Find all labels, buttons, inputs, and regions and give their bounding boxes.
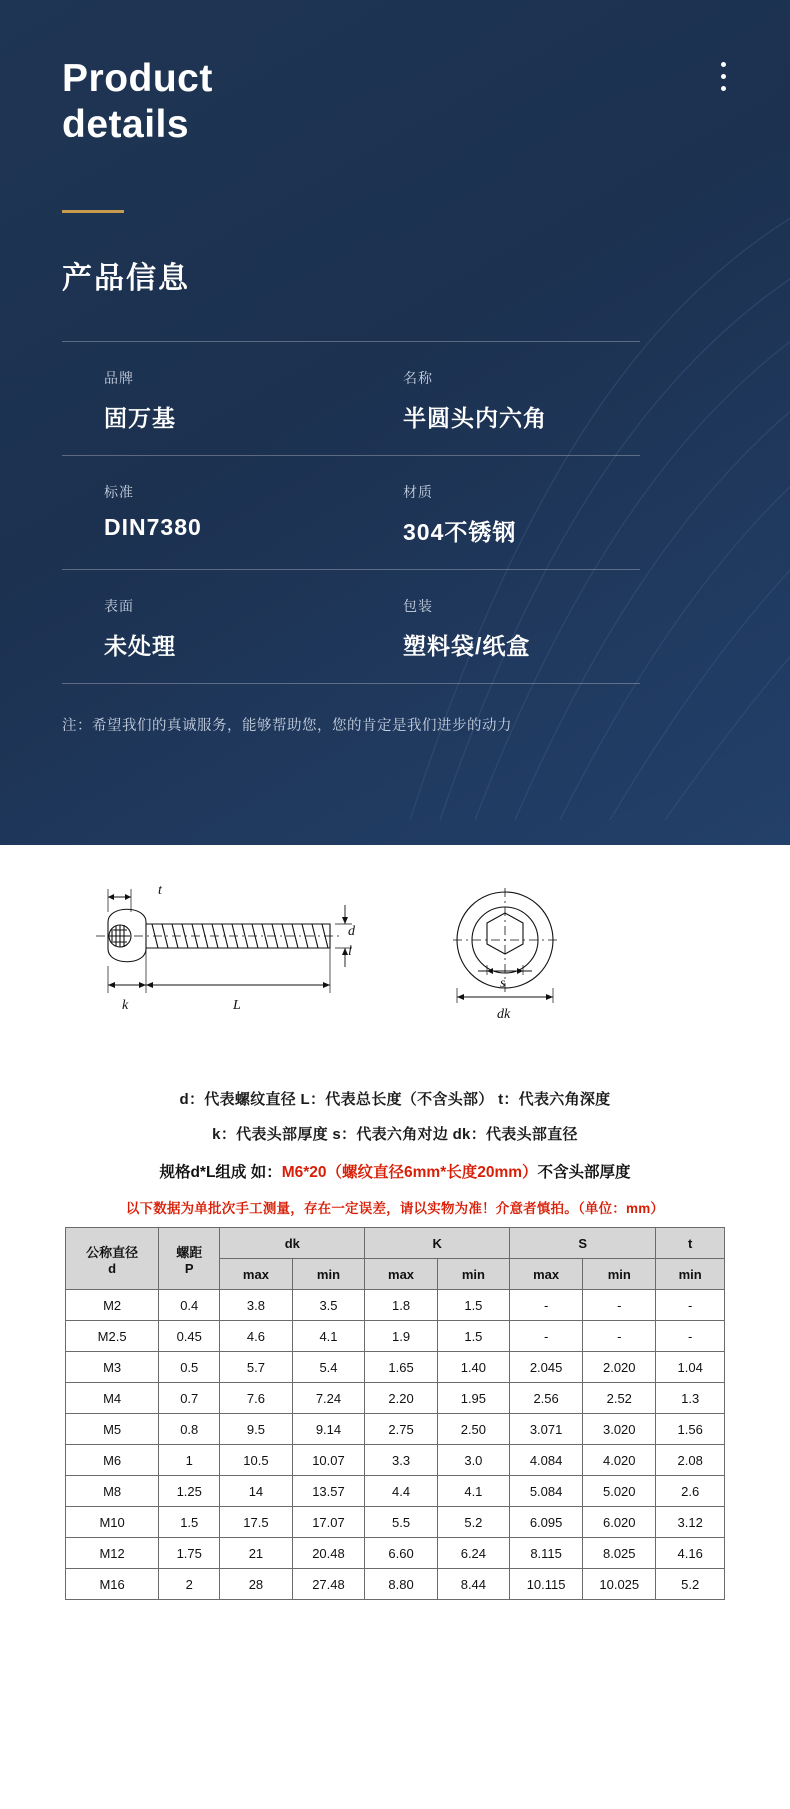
cell-s-max: 3.071	[510, 1414, 583, 1445]
cell-k-min: 1.5	[437, 1290, 509, 1321]
cell-s-min: 6.020	[583, 1507, 656, 1538]
th-k: K	[365, 1228, 510, 1259]
cell-dk-min: 27.48	[292, 1569, 365, 1600]
product-info-table	[62, 341, 640, 684]
cell-s-min: 4.020	[583, 1445, 656, 1476]
cell-nominal-diameter: M3	[66, 1352, 159, 1383]
cell-k-max: 8.80	[365, 1569, 437, 1600]
cell-s-min: 2.52	[583, 1383, 656, 1414]
cell-pitch: 2	[159, 1569, 220, 1600]
th-pitch-sub: P	[184, 1260, 194, 1276]
spec-row	[62, 455, 640, 569]
th-k-max: max	[365, 1259, 437, 1290]
section-title: 产品信息	[62, 262, 190, 295]
cell-s-max: 6.095	[510, 1507, 583, 1538]
cell-dk-max: 5.7	[220, 1352, 292, 1383]
th-s-min: min	[583, 1259, 656, 1290]
cell-k-max: 1.8	[365, 1290, 437, 1321]
cell-nominal-diameter: M2	[66, 1290, 159, 1321]
dot	[721, 86, 726, 91]
cell-k-min: 5.2	[437, 1507, 509, 1538]
screw-dimension-diagram	[0, 867, 790, 1067]
cell-dk-min: 13.57	[292, 1476, 365, 1507]
label-dk: dk	[497, 1007, 511, 1022]
cell-dk-max: 10.5	[220, 1445, 292, 1476]
cell-s-max: 10.115	[510, 1569, 583, 1600]
spec-label: 品牌	[104, 370, 134, 386]
cell-dk-max: 14	[220, 1476, 292, 1507]
cell-s-max: 5.084	[510, 1476, 583, 1507]
cell-pitch: 0.7	[159, 1383, 220, 1414]
th-k-min: min	[437, 1259, 509, 1290]
th-s-max: max	[510, 1259, 583, 1290]
cell-s-min: 5.020	[583, 1476, 656, 1507]
size-format-suffix: 不含头部厚度	[537, 1163, 631, 1181]
spec-cell-surface	[62, 570, 351, 683]
spec-label: 名称	[403, 370, 433, 386]
spec-value: 304不锈钢	[403, 519, 517, 545]
table-row	[66, 1445, 725, 1476]
table-row	[66, 1476, 725, 1507]
cell-k-max: 2.20	[365, 1383, 437, 1414]
cell-dk-max: 4.6	[220, 1321, 292, 1352]
legend-line-1: d：代表螺纹直径 L：代表总长度（不含头部） t：代表六角深度	[179, 1091, 611, 1108]
cell-dk-min: 10.07	[292, 1445, 365, 1476]
cell-k-min: 8.44	[437, 1569, 509, 1600]
table-row	[66, 1321, 725, 1352]
spec-label: 表面	[104, 598, 134, 614]
page-title-line2: details	[62, 103, 190, 146]
cell-k-max: 2.75	[365, 1414, 437, 1445]
th-s: S	[510, 1228, 656, 1259]
spec-cell-packaging	[351, 570, 640, 683]
cell-t-min: 2.6	[656, 1476, 725, 1507]
cell-pitch: 1.75	[159, 1538, 220, 1569]
cell-dk-min: 5.4	[292, 1352, 365, 1383]
service-note: 注：希望我们的真诚服务，能够帮助您，您的肯定是我们进步的动力	[62, 718, 512, 734]
spec-label: 材质	[403, 484, 433, 500]
th-t-min: min	[656, 1259, 725, 1290]
size-format-line	[0, 1160, 790, 1182]
label-L: L	[233, 998, 241, 1013]
cell-dk-min: 17.07	[292, 1507, 365, 1538]
th-pitch-text: 螺距	[176, 1244, 203, 1260]
cell-t-min: 1.04	[656, 1352, 725, 1383]
cell-s-min: -	[583, 1290, 656, 1321]
cell-k-max: 4.4	[365, 1476, 437, 1507]
table-row	[66, 1383, 725, 1414]
cell-nominal-diameter: M6	[66, 1445, 159, 1476]
cell-s-max: -	[510, 1290, 583, 1321]
th-dk-max: max	[220, 1259, 292, 1290]
accent-divider	[62, 210, 124, 213]
cell-k-max: 1.65	[365, 1352, 437, 1383]
cell-pitch: 0.4	[159, 1290, 220, 1321]
table-row	[66, 1352, 725, 1383]
spec-row	[62, 341, 640, 455]
table-header-row	[66, 1228, 725, 1259]
spec-value: 塑料袋/纸盒	[403, 633, 531, 659]
cell-nominal-diameter: M12	[66, 1538, 159, 1569]
page-title	[62, 56, 728, 148]
cell-nominal-diameter: M10	[66, 1507, 159, 1538]
technical-drawing-section	[0, 845, 790, 1217]
spec-label: 标准	[104, 484, 134, 500]
th-t: t	[656, 1228, 725, 1259]
cell-dk-max: 17.5	[220, 1507, 292, 1538]
th-nominal-diameter-text: 公称直径	[86, 1244, 139, 1260]
cell-s-min: 10.025	[583, 1569, 656, 1600]
spec-cell-brand	[62, 342, 351, 455]
cell-k-min: 6.24	[437, 1538, 509, 1569]
cell-dk-min: 4.1	[292, 1321, 365, 1352]
spec-value: DIN7380	[104, 514, 202, 540]
cell-dk-min: 9.14	[292, 1414, 365, 1445]
table-row	[66, 1507, 725, 1538]
cell-dk-max: 28	[220, 1569, 292, 1600]
cell-dk-min: 20.48	[292, 1538, 365, 1569]
cell-pitch: 1.5	[159, 1507, 220, 1538]
page-title-line1: Product	[62, 57, 213, 100]
label-t: t	[158, 883, 162, 898]
cell-t-min: 2.08	[656, 1445, 725, 1476]
cell-nominal-diameter: M5	[66, 1414, 159, 1445]
cell-s-min: -	[583, 1321, 656, 1352]
spec-value: 半圆头内六角	[403, 405, 547, 431]
cell-s-min: 3.020	[583, 1414, 656, 1445]
cell-s-max: 2.56	[510, 1383, 583, 1414]
spec-label: 包装	[403, 598, 433, 614]
cell-t-min: 1.3	[656, 1383, 725, 1414]
cell-k-min: 1.95	[437, 1383, 509, 1414]
table-body	[66, 1290, 725, 1600]
cell-s-max: -	[510, 1321, 583, 1352]
label-k: k	[122, 998, 129, 1013]
table-row	[66, 1290, 725, 1321]
th-nominal-diameter	[66, 1228, 159, 1290]
cell-pitch: 0.5	[159, 1352, 220, 1383]
cell-pitch: 0.45	[159, 1321, 220, 1352]
more-vertical-icon[interactable]	[720, 62, 726, 91]
legend-line-2: k：代表头部厚度 s：代表六角对边 dk：代表头部直径	[212, 1126, 578, 1143]
spec-value: 固万基	[104, 405, 176, 431]
size-format-prefix: 规格d*L组成 如：	[159, 1163, 282, 1181]
spec-row	[62, 569, 640, 684]
dot	[721, 74, 726, 79]
size-format-example: M6*20（螺纹直径6mm*长度20mm）	[281, 1163, 538, 1181]
cell-dk-max: 9.5	[220, 1414, 292, 1445]
cell-k-min: 1.40	[437, 1352, 509, 1383]
cell-dk-min: 7.24	[292, 1383, 365, 1414]
cell-dk-max: 21	[220, 1538, 292, 1569]
cell-t-min: 1.56	[656, 1414, 725, 1445]
th-dk-min: min	[292, 1259, 365, 1290]
spec-cell-standard	[62, 456, 351, 569]
cell-k-max: 5.5	[365, 1507, 437, 1538]
th-pitch	[159, 1228, 220, 1290]
cell-s-max: 4.084	[510, 1445, 583, 1476]
cell-k-min: 1.5	[437, 1321, 509, 1352]
cell-nominal-diameter: M4	[66, 1383, 159, 1414]
cell-k-max: 6.60	[365, 1538, 437, 1569]
cell-nominal-diameter: M8	[66, 1476, 159, 1507]
cell-s-max: 8.115	[510, 1538, 583, 1569]
spec-value: 未处理	[104, 633, 176, 659]
dimension-table	[65, 1227, 725, 1600]
measurement-warning: 以下数据为单批次手工测量，存在一定误差，请以实物为准！介意者慎拍。（单位：mm）	[125, 1201, 665, 1216]
label-s: s	[500, 976, 506, 991]
spec-cell-name	[351, 342, 640, 455]
cell-t-min: 5.2	[656, 1569, 725, 1600]
cell-k-max: 3.3	[365, 1445, 437, 1476]
cell-dk-min: 3.5	[292, 1290, 365, 1321]
cell-pitch: 0.8	[159, 1414, 220, 1445]
cell-s-min: 2.020	[583, 1352, 656, 1383]
cell-s-max: 2.045	[510, 1352, 583, 1383]
cell-dk-max: 3.8	[220, 1290, 292, 1321]
cell-k-min: 2.50	[437, 1414, 509, 1445]
cell-pitch: 1	[159, 1445, 220, 1476]
cell-s-min: 8.025	[583, 1538, 656, 1569]
cell-nominal-diameter: M16	[66, 1569, 159, 1600]
cell-k-max: 1.9	[365, 1321, 437, 1352]
cell-k-min: 4.1	[437, 1476, 509, 1507]
th-dk: dk	[220, 1228, 365, 1259]
cell-k-min: 3.0	[437, 1445, 509, 1476]
table-row	[66, 1569, 725, 1600]
legend-block	[0, 1088, 790, 1182]
label-d: d	[348, 924, 355, 939]
hero-section	[0, 0, 790, 845]
dot	[721, 62, 726, 67]
label-l-small: l	[348, 944, 352, 959]
th-nominal-diameter-sub: d	[108, 1260, 117, 1276]
spec-cell-material	[351, 456, 640, 569]
table-row	[66, 1538, 725, 1569]
table-row	[66, 1414, 725, 1445]
cell-nominal-diameter: M2.5	[66, 1321, 159, 1352]
cell-pitch: 1.25	[159, 1476, 220, 1507]
cell-t-min: -	[656, 1290, 725, 1321]
cell-t-min: -	[656, 1321, 725, 1352]
cell-t-min: 3.12	[656, 1507, 725, 1538]
cell-dk-max: 7.6	[220, 1383, 292, 1414]
cell-t-min: 4.16	[656, 1538, 725, 1569]
